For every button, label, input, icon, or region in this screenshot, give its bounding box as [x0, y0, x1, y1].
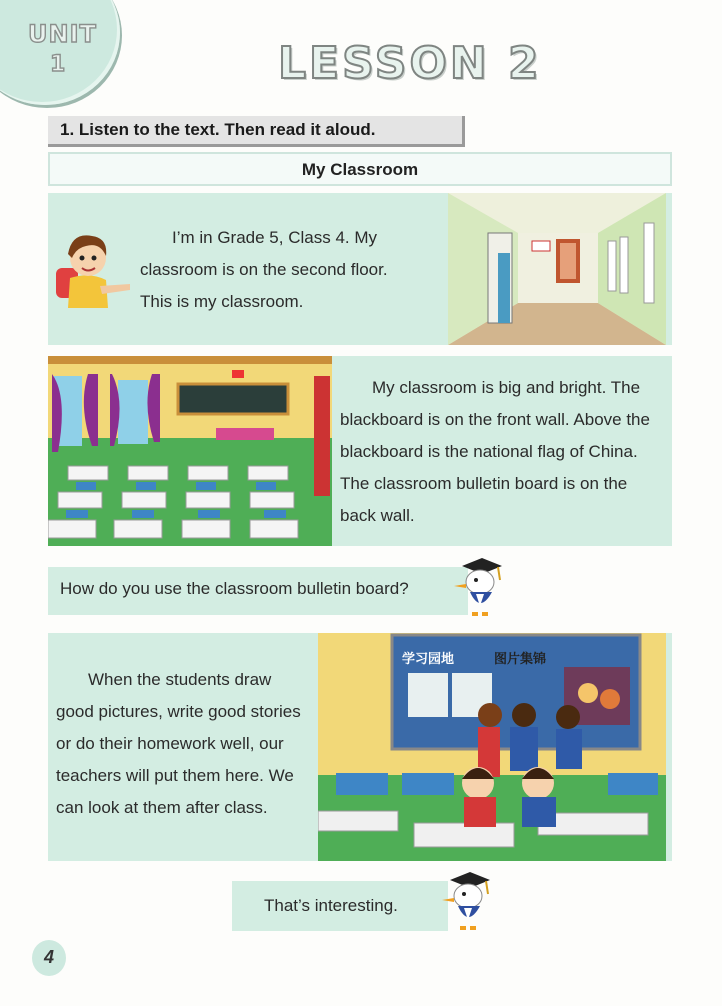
question-text: How do you use the classroom bulletin board?: [60, 579, 409, 598]
instruction-bar: [48, 116, 465, 147]
bulletin-heading-right: 图片集锦: [494, 652, 547, 667]
owl-graduate-icon: [452, 556, 504, 620]
bulletin-heading-left: 学习园地: [402, 652, 455, 667]
corridor-illustration: [448, 193, 666, 345]
unit-number: 1: [50, 52, 67, 77]
intro-paragraph: [140, 222, 430, 318]
reply-text: That’s interesting.: [264, 896, 398, 915]
lesson-title: LESSON 2: [278, 38, 542, 89]
classroom-line: The classroom bulletin board is on the: [340, 474, 628, 493]
bulletin-board-illustration: [318, 633, 666, 861]
intro-line: classroom is on the second floor.: [140, 260, 388, 279]
classroom-line: back wall.: [340, 506, 415, 525]
boy-with-backpack-icon: [50, 228, 134, 310]
answer-line: or do their homework well, our: [56, 734, 284, 753]
answer-line: can look at them after class.: [56, 798, 268, 817]
unit-tab: [0, 0, 120, 105]
owl-graduate-icon: [440, 870, 492, 934]
page-number: [32, 940, 66, 976]
classroom-line: blackboard is on the front wall. Above the: [340, 410, 650, 429]
classroom-line: blackboard is the national flag of China.: [340, 442, 638, 461]
answer-line: When the students draw: [88, 670, 272, 689]
classroom-line: My classroom is big and bright. The: [372, 378, 641, 397]
intro-line: This is my classroom.: [140, 292, 304, 311]
unit-label: UNIT: [28, 20, 97, 48]
instruction-text: 1. Listen to the text. Then read it aloud.: [60, 120, 376, 139]
text-title: My Classroom: [301, 160, 419, 179]
intro-line: I’m in Grade 5, Class 4. My: [172, 228, 378, 247]
text-title-bar: [48, 152, 672, 186]
answer-line: good pictures, write good stories: [56, 702, 301, 721]
answer-paragraph: [56, 664, 312, 824]
answer-line: teachers will put them here. We: [56, 766, 294, 785]
classroom-paragraph: [340, 372, 668, 532]
page-number-text: 4: [43, 947, 54, 967]
classroom-illustration: [48, 356, 332, 546]
